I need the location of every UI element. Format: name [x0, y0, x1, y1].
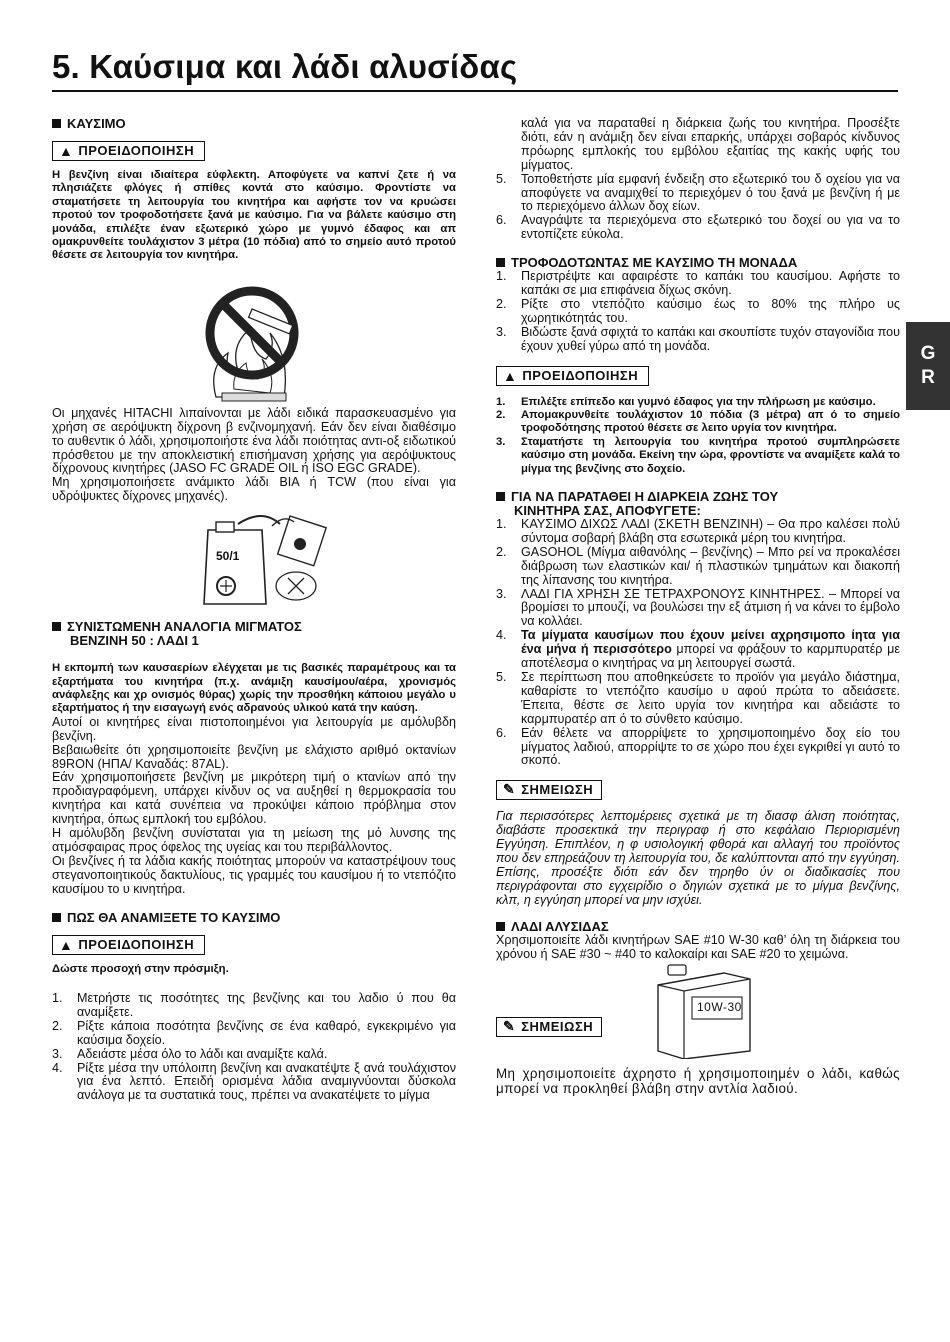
square-bullet-icon [496, 922, 505, 931]
oil-jug-illustration [654, 963, 754, 1059]
list-item: 1. Μετρήστε τις ποσότητες της βενζίνης και του λαδιο ύ που θα αναμίξετε. [52, 991, 456, 1019]
list-item: 6. Εάν θέλετε να απορρίψετε το χρησιμοποιημένο δοχ είο του μίγματος λαδιού, απορρίψτε το σε χώρο που έχει εγκριθεί γι αυτό το σκοπό. [496, 725, 900, 768]
mix-continued-text: καλά για να παραταθεί η διάρκεια ζωής του κινητήρα. Προσέξτε διότι, εάν η ανάμιξη δεν είναι επαρκής, υπάρχει σοβαρός κίνδυνος πρόωρης εμπλοκής του εμβόλου εξαιτίας της κακής υφής του μίγματος. [521, 116, 900, 172]
mix-steps-list [52, 992, 456, 1103]
ratio-bold-text: Η εκπομπή των καυσαερίων ελέγχεται με τις βασικές παραμέτρους και τα εξαρτήματα του κινητήρα (π.χ. ανάμιξη καυσίμου/αέρα, χρονισμός ανάφλεξης και χρ ονισμός θύρας) χωρίς την προσθήκη κάποιου μεγάλο υ εξαρτήματος ή την εισαγωγή ενός αδρανούς υλικού κατά την καύση. [52, 662, 456, 715]
list-item: 3. Σταματήστε τη λειτουργία του κινητήρα προτού συμπληρώσετε καύσιμο στη μονάδα. Εκείνη την ώρα, φροντίστε να αναμίξετε καλά το μίγμα της βενζίνης στο δοχείο. [496, 435, 900, 475]
square-bullet-icon [52, 913, 61, 922]
note-icon: ✎ [503, 781, 516, 798]
language-tab-letter-2: R [921, 367, 935, 388]
warning-triangle-icon: ▲ [59, 143, 74, 159]
list-item: 4. Τα μίγματα καυσίμων που έχουν μείνει αχρησιμοπο ίητα για ένα μήνα ή περισσότερο μπορεί να φράξουν το καρμπυρατέρ με αποτέλεσμα ο κινητήρας να μη λειτουργεί σωστά. [496, 628, 900, 671]
language-tab-letter-1: G [920, 343, 936, 364]
list-item: 3. Βιδώστε ξανά σφιχτά το καπάκι και σκουπίστε τυχόν σταγονίδια που έχουν χυθεί γύρω από τη μονάδα. [496, 324, 900, 353]
list-item: 2. Ρίξτε κάποια ποσότητα βενζίνης σε ένα καθαρό, εγκεκριμένο για καύσιμα δοχείο. [52, 1018, 456, 1047]
list-item: 6. Αναγράψτε τα περιεχόμενα στο εξωτερικό του δοχεί ου για να το εντοπίζετε εύκολα. [496, 213, 900, 242]
fuel-heading-text: ΚΑΥΣΙΜΟ [67, 116, 126, 131]
list-item: 2. GASOHOL (Μίγμα αιθανόλης – βενζίνης) – Μπο ρεί να προκαλέσει διάβρωση των ελαστικών και/ ή πλαστικών τμημάτων και διακοπή της λίπανσης του κινητήρα. [496, 544, 900, 587]
mix-heading: ΠΩΣ ΘΑ ΑΝΑΜΙΞΕΤΕ ΤΟ ΚΑΥΣΙΜΟ [52, 911, 456, 925]
ratio-p5: Οι βενζίνες ή τα λάδια κακής ποιότητας μπορούν να καταστρέψουν τους στεγανοποιητικούς δακτυλίους, τις γραμμές του καυσίμου ή το ντεπόζιτο καυσίμου το υ κινητήρα. [52, 853, 456, 896]
note-label-2: ✎ ΣΗΜΕΙΩΣΗ [496, 1017, 602, 1037]
left-column [52, 113, 456, 1103]
ratio-p3: Εάν χρησιμοποιήσετε βενζίνη με μικρότερη τιμή ο κτανίων από την προδιαγραφόμενη, υπάρχει κίνδυν ος να αυξηθεί η θερμοκρασία του κινητήρα και κατά συνέπεια να προκύψει κάποιο πρόβλημα στον κινητήρα, όπως εμπλοκή του εμβόλου. [52, 770, 456, 827]
warning-triangle-icon: ▲ [59, 936, 74, 953]
refuel-warning-label: ▲ ΠΡΟΕΙΔΟΠΟΙΗΣΗ [496, 366, 649, 386]
list-item: 1. ΚΑΥΣΙΜΟ ΔΙΧΩΣ ΛΑΔΙ (ΣΚΕΤΗ ΒΕΝΖΙΝΗ) – Θα προ καλέσει πολύ σύντομα σοβαρή βλάβη στα εσωτερικά μέρη του κινητήρα. [496, 517, 900, 545]
note-icon: ✎ [503, 1018, 516, 1035]
list-item: 5. Τοποθετήστε μία εμφανή ένδειξη στο εξωτερικό του δ οχείου για να αποφύγετε να αναμιχθεί το περιεχόμεν ό του ξανά με βενζίνη ή με το περιεχόμενο άλλων δοχ είων. [496, 171, 900, 214]
note-2-text: Μη χρησιμοποιείτε άχρηστο ή χρησιμοποιημέν ο λάδι, καθώς μπορεί να προκληθεί βλάβη στην αντλία λαδιού. [496, 1066, 900, 1096]
warning-triangle-icon: ▲ [503, 367, 518, 384]
avoid-list [496, 518, 900, 768]
list-item: 1. Περιστρέψτε και αφαιρέστε το καπάκι του καυσίμου. Αφήστε το καπάκι σε μια επιφάνεια δίχως σκόνη. [496, 269, 900, 298]
square-bullet-icon [496, 258, 505, 267]
list-item: 3. Αδειάστε μέσα όλο το λάδι και αναμίξτε καλά. [52, 1046, 328, 1061]
note-label: ✎ ΣΗΜΕΙΩΣΗ [496, 780, 602, 800]
right-column [496, 113, 900, 1096]
square-bullet-icon [52, 622, 61, 631]
fuel-warning-label [52, 141, 205, 161]
mix-steps-list-cont [496, 173, 900, 243]
fuel-heading [52, 117, 456, 131]
title-rule [52, 90, 898, 92]
square-bullet-icon [52, 119, 61, 128]
list-item: 4. Ρίξτε μέσα την υπόλοιπη βενζίνη και ανακατέψτε ξ ανά τουλάχιστον για ένα λεπτό. Επειδή ορισμένα λάδια αναμιγνύονται δύσκολα ανάλογα με τα συστατικά τους, πρέπει να ανακατέψετε το μίγμα [52, 1060, 456, 1103]
fuel-can-label: 50/1 [216, 549, 240, 564]
list-item: 5. Σε περίπτωση που αποθηκεύσετε το προϊόν για μεγάλο διάστημα, καθαρίστε το ντεπόζιτο καυσίμο υ αφού πρώτα το αδειάσετε. Έπειτα, θέστε σε λειτο υργία τον κινητήρα και αδειάστε το καρμπυρατέρ απ ό το σύνθετο καύσιμο. [496, 670, 900, 726]
chain-oil-text: Χρησιμοποιείτε λάδι κινητήρων SAE #10 W-30 καθ’ όλη τη διάρκεια του χρόνου ή SAE #30 ~ #40 το καλοκαίρι και SAE #20 το χειμώνα. [496, 932, 900, 961]
oil-text-2: Μη χρησιμοποιήσετε ανάμικτο λάδι BIA ή TCW (που είναι για υδρόψυκτες δίχρονες μηχανές). [52, 475, 456, 504]
refuel-warnings-list [496, 396, 900, 476]
list-item: 1. Επιλέξτε επίπεδο και γυμνό έδαφος για την πλήρωση με καύσιμο. [496, 395, 876, 408]
language-tab [906, 322, 950, 410]
avoid-heading: ΓΙΑ ΝΑ ΠΑΡΑΤΑΘΕΙ Η ΔΙΑΡΚΕΙΑ ΖΩΗΣ ΤΟΥ [496, 490, 900, 504]
fuel-can-illustration [172, 514, 342, 606]
fuel-warning-text: Η βενζίνη είναι ιδιαίτερα εύφλεκτη. Αποφύγετε να καπνί ζετε ή να πλησιάζετε φλόγες ή σπίθες κοντά στο καύσιμο. Φροντίστε να σταματήσετε τη λειτουργία του κινητήρα και αφήστε τον να κρυώσει προτού τον τροφοδοτήσετε ξανά με καύσιμο. Για να βάλετε καύσιμο στη μονάδα, επιλέξτε έναν εξωτερικό χώρο με γυμνό έδαφος και απ ομακρυνθείτε τουλάχιστον 3 μέτρα (10 πόδια) από το σημείο αυτό προτού θέσετε σε λειτουργία τον κινητήρα. [52, 169, 456, 262]
warning-label-text: ΠΡΟΕΙΔΟΠΟΙΗΣΗ [78, 143, 195, 159]
list-item: 2. Απομακρυνθείτε τουλάχιστον 10 πόδια (3 μέτρα) απ ό το σημείο τροφοδότησης προτού θέσετε σε λειτο υργία τον κινητήρα. [496, 409, 900, 435]
mix-warning-label: ▲ ΠΡΟΕΙΔΟΠΟΙΗΣΗ [52, 935, 205, 955]
oil-text-1: Οι μηχανές HITACHI λιπαίνονται με λάδι ειδικά παρασκευασμένο για χρήση σε αερόψυκτη δίχρονη β ενζινομηχανή. Εάν δεν είναι διαθέσιμο το αυθεντικ ό λάδι, χρησιμοποιήστε ένα λάδι ποιότητας αντι-οξ ειδωτικού πρόσθετου με την αποκλειστική επισήμανση χρήσης για αερόψυκτους δίχρονους κινητήρες (JASO FC GRADE OIL ή ISO EGC GRADE). [52, 405, 456, 476]
refuel-steps-list [496, 270, 900, 353]
ratio-heading: ΣΥΝΙΣΤΩΜΕΝΗ ΑΝΑΛΟΓΙΑ ΜΙΓΜΑΤΟΣ [52, 620, 456, 634]
ratio-subheading: ΒΕΝΖΙΝΗ 50 : ΛΑΔΙ 1 [70, 633, 199, 649]
no-smoking-fire-icon [202, 275, 302, 405]
list-item: 2. Ρίξτε στο ντεπόζιτο καύσιμο έως το 80% της πλήρο υς χωρητικότητάς του. [496, 296, 900, 325]
refuel-heading: ΤΡΟΦΟΔΟΤΩΝΤΑΣ ΜΕ ΚΑΥΣΙΜΟ ΤΗ ΜΟΝΑΔΑ [496, 256, 900, 270]
oil-jug-label: 10W-30 [697, 1000, 742, 1015]
chain-oil-heading: ΛΑΔΙ ΑΛΥΣΙΔΑΣ [496, 920, 900, 934]
list-item: 3. ΛΑΔΙ ΓΙΑ ΧΡΗΣΗ ΣΕ ΤΕΤΡΑΧΡΟΝΟΥΣ ΚΙΝΗΤΗΡΕΣ. – Μπορεί να βρομίσει το μπουζί, να βουλώσει την εξ άτμιση ή να κάνει το έμβολο να κολλάει. [496, 586, 900, 629]
ratio-p2: Βεβαιωθείτε ότι χρησιμοποιείτε βενζίνη με ελάχιστο αριθμό οκτανίων 89RON (ΗΠΑ/ Καναδάς: 87AL). [52, 742, 456, 771]
note-text: Για περισσότερες λεπτομέρειες σχετικά με τη διασφ άλιση ποιότητας, διαβάστε προσεκτικά την περιγραφ ή στο κεφάλαιο Περιορισμένη Εγγύηση. Επιπλέον, η φ υσιολογική φθορά και αλλαγή του προϊόντος που δεν επηρεάζουν τη λειτουργία του, δε καλύπτονται από την εγγύηση. Επίσης, προσέξτε διότι εάν δεν τηρηθο ύν οι διαδικασίες που περιγράφονται στο εγχειρίδιο ο δηγιών σχετικά με το μίγμα βενζίνης, κλπ, η εγγύηση μπορεί να μην ισχύει. [496, 809, 900, 907]
ratio-p4: Η αμόλυβδη βενζίνη συνίσταται για τη μείωση της μό λυνσης της ατμόσφαιρας προς όφελος της υγείας και του περιβάλλοντος. [52, 826, 456, 854]
square-bullet-icon [496, 492, 505, 501]
avoid-subheading: ΚΙΝΗΤΗΡΑ ΣΑΣ, ΑΠΟΦΥΓΕΤΕ: [514, 503, 701, 519]
ratio-p1: Αυτοί οι κινητήρες είναι πιστοποιημένοι για λειτουργία με αμόλυβδη βενζίνη. [52, 714, 456, 743]
mix-warning-text: Δώστε προσοχή στην πρόσμιξη. [52, 962, 229, 975]
page-title: 5. Καύσιμα και λάδι αλυσίδας [52, 48, 518, 85]
